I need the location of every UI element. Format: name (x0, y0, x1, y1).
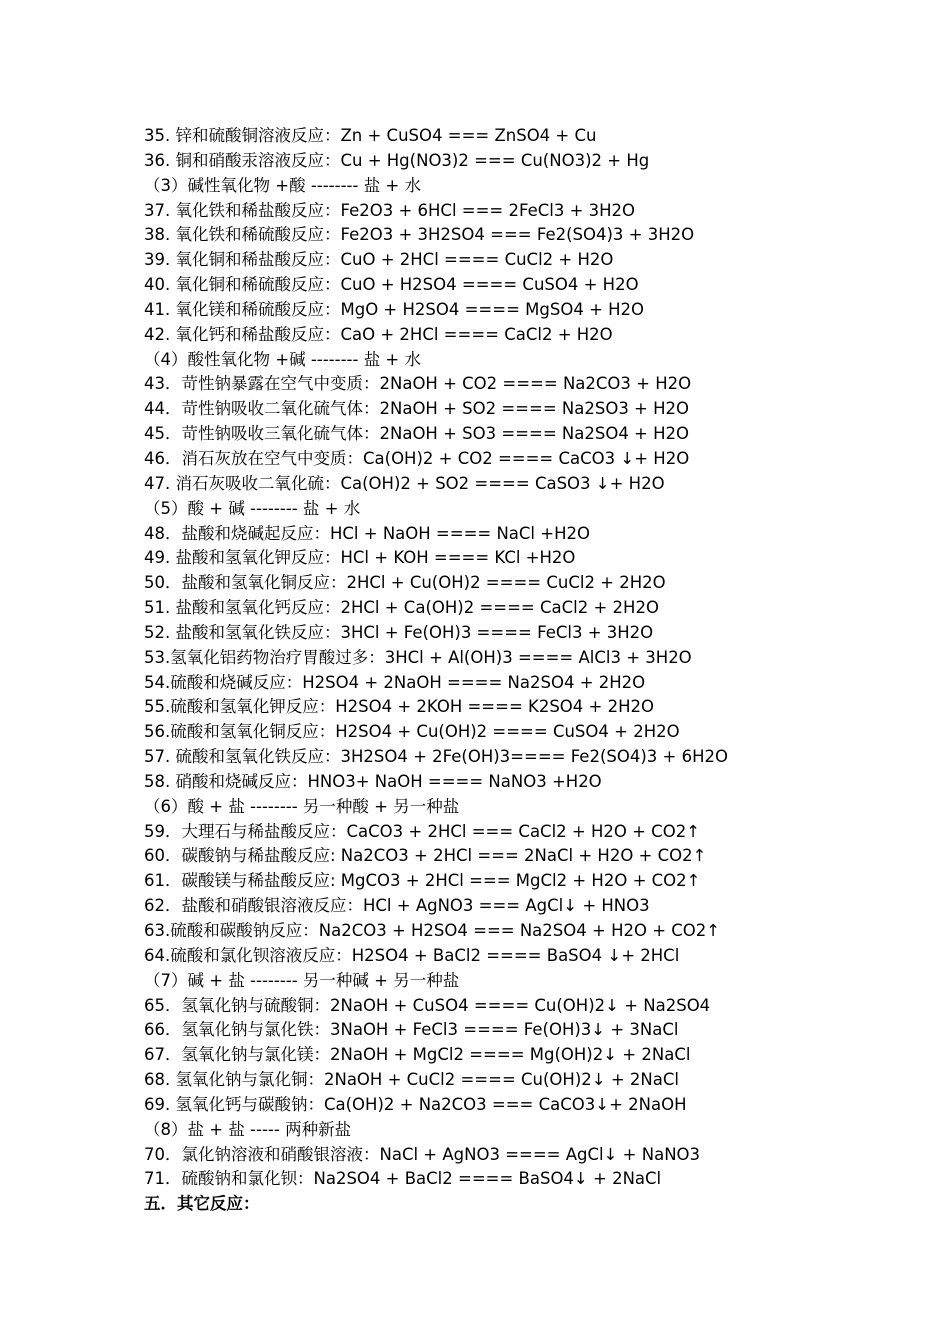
text-line: 36. 铜和硝酸汞溶液反应：Cu + Hg(NO3)2 === Cu(NO3)2 + Hg (144, 150, 650, 170)
text-line: 66．氢氧化钠与氯化铁：3NaOH + FeCl3 ==== Fe(OH)3↓ + 3NaCl (144, 1020, 679, 1040)
text-line: 46．消石灰放在空气中变质：Ca(OH)2 + CO2 ==== CaCO3 ↓+ H2O (144, 448, 690, 468)
text-line: 45．苛性钠吸收三氧化硫气体：2NaOH + SO3 ==== Na2SO4 + H2O (144, 424, 690, 444)
text-line: 57. 硫酸和氢氧化铁反应：3H2SO4 + 2Fe(OH)3==== Fe2(SO4)3 + 6H2O (144, 747, 728, 767)
text-line: 68. 氢氧化钠与氯化铜：2NaOH + CuCl2 ==== Cu(OH)2↓ + 2NaCl (144, 1070, 679, 1090)
text-line: 54.硫酸和烧碱反应：H2SO4 + 2NaOH ==== Na2SO4 + 2H2O (144, 672, 646, 692)
text-line: 58. 硝酸和烧碱反应：HNO3+ NaOH ==== NaNO3 +H2O (144, 771, 602, 791)
subsection-heading: （5）酸 + 碱 -------- 盐 + 水 (144, 498, 361, 518)
text-line: 60．碳酸钠与稀盐酸反应: Na2CO3 + 2HCl === 2NaCl + H2O + CO2↑ (144, 846, 707, 866)
text-line: 63.硫酸和碳酸钠反应：Na2CO3 + H2SO4 === Na2SO4 + H2O + CO2↑ (144, 921, 721, 940)
text-line: 49. 盐酸和氢氧化钾反应：HCl + KOH ==== KCl +H2O (144, 548, 576, 568)
text-line: 65．氢氧化钠与硫酸铜：2NaOH + CuSO4 ==== Cu(OH)2↓ + Na2SO4 (144, 995, 711, 1015)
text-line: 71．硫酸钠和氯化钡：Na2SO4 + BaCl2 ==== BaSO4↓ + 2NaCl (144, 1169, 662, 1189)
subsection-heading: （6）酸 + 盐 -------- 另一种酸 + 另一种盐 (144, 796, 460, 816)
text-line: 53.氢氧化铝药物治疗胃酸过多：3HCl + Al(OH)3 ==== AlCl3 + 3H2O (144, 647, 692, 667)
text-line: 39. 氧化铜和稀盐酸反应：CuO + 2HCl ==== CuCl2 + H2O (144, 250, 614, 270)
subsection-heading: （4）酸性氧化物 +碱 -------- 盐 + 水 (144, 349, 422, 369)
text-line: 47. 消石灰吸收二氧化硫：Ca(OH)2 + SO2 ==== CaSO3 ↓+ H2O (144, 473, 665, 493)
text-line: 38. 氧化铁和稀硫酸反应：Fe2O3 + 3H2SO4 === Fe2(SO4)3 + 3H2O (144, 225, 695, 245)
text-line: 51. 盐酸和氢氧化钙反应：2HCl + Ca(OH)2 ==== CaCl2 + 2H2O (144, 598, 659, 618)
subsection-heading: （7）碱 + 盐 -------- 另一种碱 + 另一种盐 (144, 970, 460, 990)
text-line: 40. 氧化铜和稀硫酸反应：CuO + H2SO4 ==== CuSO4 + H2O (144, 275, 639, 295)
reaction-list (144, 124, 904, 1217)
text-line: 43．苛性钠暴露在空气中变质：2NaOH + CO2 ==== Na2CO3 + H2O (144, 374, 692, 394)
subsection-heading: （8）盐 + 盐 ----- 两种新盐 (144, 1119, 352, 1139)
text-line: 48．盐酸和烧碱起反应：HCl + NaOH ==== NaCl +H2O (144, 523, 590, 543)
text-line: 56.硫酸和氢氧化铜反应：H2SO4 + Cu(OH)2 ==== CuSO4 + 2H2O (144, 722, 680, 742)
text-line: 35. 锌和硫酸铜溶液反应：Zn + CuSO4 === ZnSO4 + Cu (144, 126, 597, 145)
text-line: 69. 氢氧化钙与碳酸钠：Ca(OH)2 + Na2CO3 === CaCO3↓+ 2NaOH (144, 1094, 687, 1114)
text-line: 61．碳酸镁与稀盐酸反应: MgCO3 + 2HCl === MgCl2 + H2O + CO2↑ (144, 871, 701, 891)
text-line: 37. 氧化铁和稀盐酸反应：Fe2O3 + 6HCl === 2FeCl3 + 3H2O (144, 200, 636, 220)
text-line: 44．苛性钠吸收二氧化硫气体：2NaOH + SO2 ==== Na2SO3 + H2O (144, 399, 690, 419)
text-line: 67．氢氧化钠与氯化镁：2NaOH + MgCl2 ==== Mg(OH)2↓ + 2NaCl (144, 1045, 691, 1065)
text-line: 42. 氧化钙和稀盐酸反应：CaO + 2HCl ==== CaCl2 + H2O (144, 324, 613, 344)
text-line: 62．盐酸和硝酸银溶液反应：HCl + AgNO3 === AgCl↓ + HNO3 (144, 896, 650, 916)
section-heading: 五．其它反应： (144, 1194, 260, 1214)
text-line: 52. 盐酸和氢氧化铁反应：3HCl + Fe(OH)3 ==== FeCl3 + 3H2O (144, 622, 654, 642)
text-line: 70．氯化钠溶液和硝酸银溶液：NaCl + AgNO3 ==== AgCl↓ + NaNO3 (144, 1144, 701, 1164)
subsection-heading: （3）碱性氧化物 +酸 -------- 盐 + 水 (144, 175, 422, 195)
text-line: 64.硫酸和氯化钡溶液反应：H2SO4 + BaCl2 ==== BaSO4 ↓+ 2HCl (144, 945, 680, 965)
text-line: 41. 氧化镁和稀硫酸反应：MgO + H2SO4 ==== MgSO4 + H2O (144, 299, 645, 319)
text-line: 55.硫酸和氢氧化钾反应：H2SO4 + 2KOH ==== K2SO4 + 2H2O (144, 697, 655, 717)
text-line: 59．大理石与稀盐酸反应：CaCO3 + 2HCl === CaCl2 + H2O + CO2↑ (144, 821, 701, 841)
text-line: 50．盐酸和氢氧化铜反应：2HCl + Cu(OH)2 ==== CuCl2 + 2H2O (144, 573, 666, 593)
